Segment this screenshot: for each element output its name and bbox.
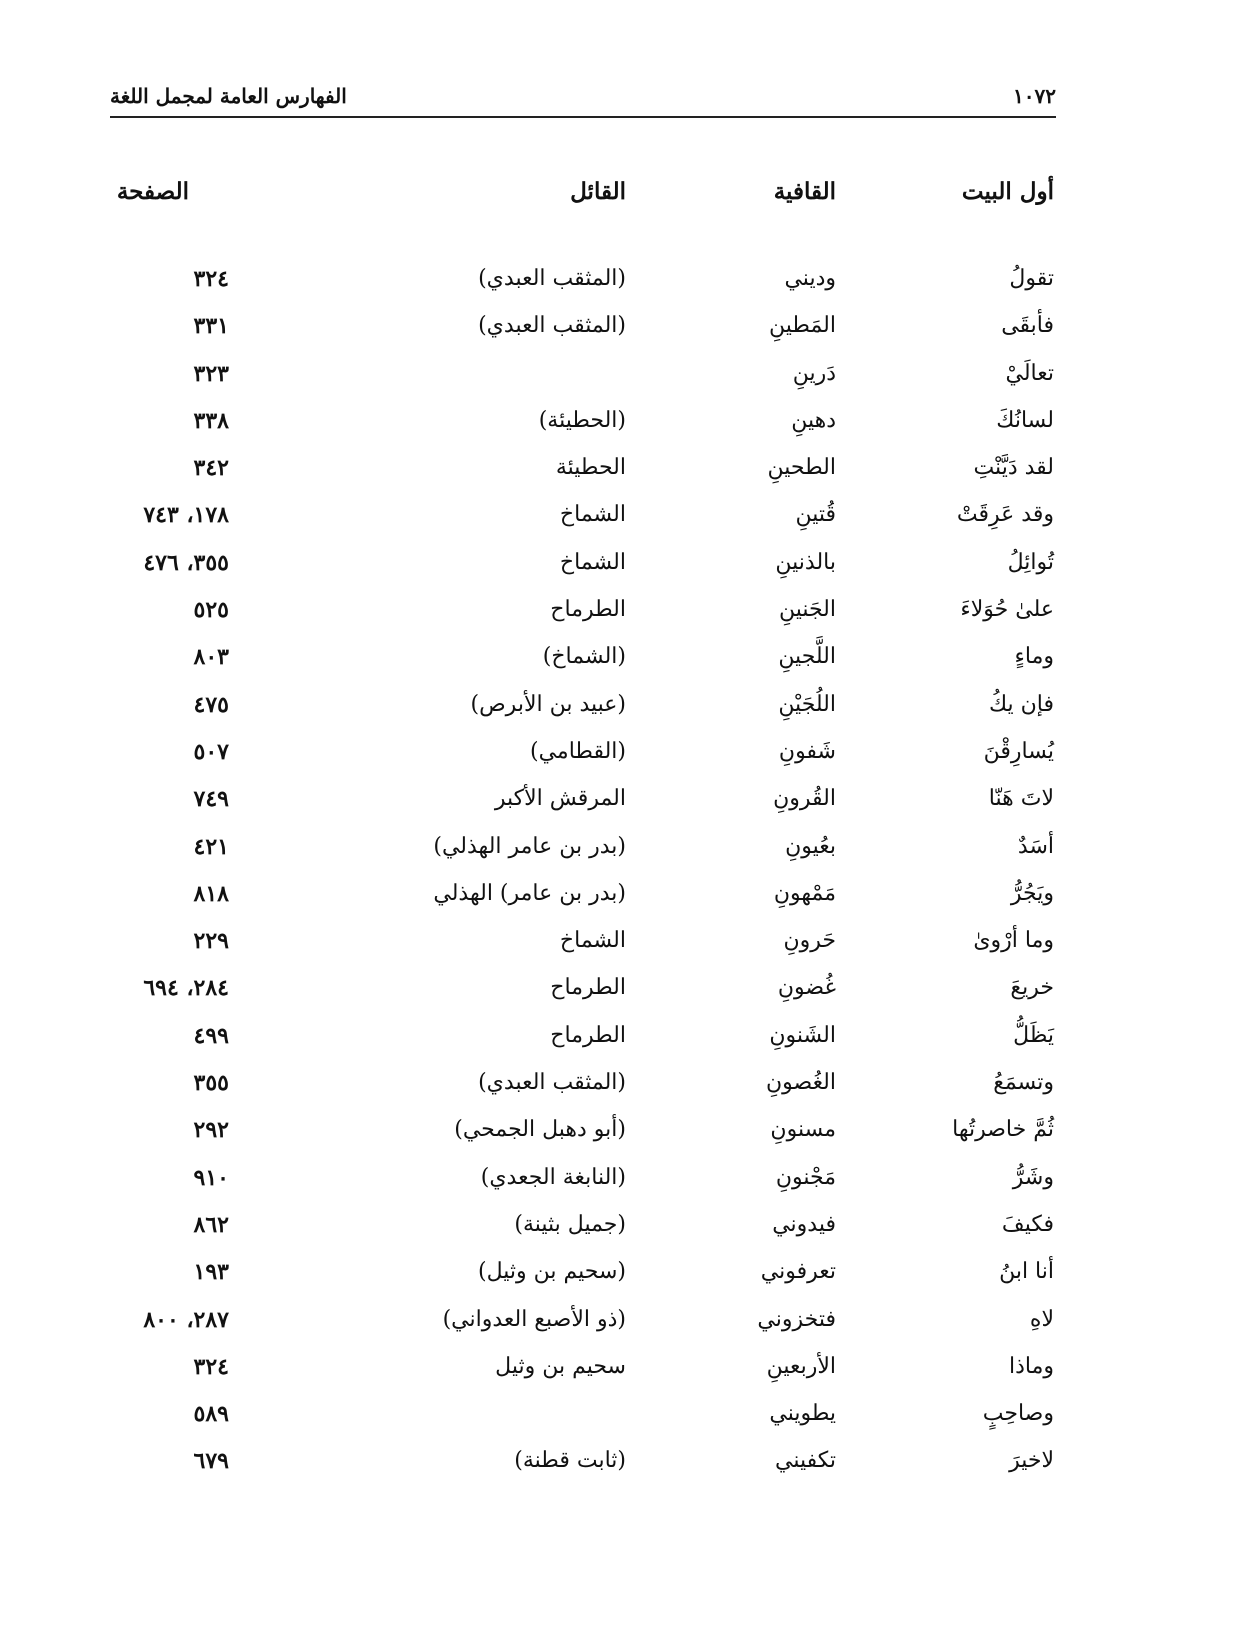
cell-first-words: لاخيرَ <box>1009 1448 1054 1474</box>
cell-rhyme: غُضونِ <box>777 975 836 1001</box>
cell-first-words: يَظَلُّ <box>1013 1022 1054 1048</box>
cell-page: ٢٨٤، ٦٩٤ <box>143 975 229 1002</box>
cell-rhyme: اللُجَيْنِ <box>778 691 836 717</box>
cell-first-words: يُسارِقْنَ <box>983 738 1054 764</box>
cell-poet: (أبو دهبل الجمحي) <box>454 1117 626 1143</box>
cell-first-words: لاهِ <box>1029 1306 1054 1332</box>
table-row <box>0 967 1234 1014</box>
cell-page: ٥٠٧ <box>193 738 229 765</box>
table-row <box>0 873 1234 920</box>
table-row <box>0 1346 1234 1393</box>
table-row <box>0 1204 1234 1251</box>
cell-poet: (المثقب العبدي) <box>478 1070 626 1096</box>
index-table <box>0 258 1234 1488</box>
cell-poet: الطرماح <box>550 1022 626 1048</box>
table-row <box>0 731 1234 778</box>
table-row <box>0 684 1234 731</box>
cell-rhyme: فيدوني <box>772 1211 836 1237</box>
cell-page: ٣٥٥، ٤٧٦ <box>143 549 229 576</box>
cell-first-words: فكيفَ <box>1001 1211 1054 1237</box>
cell-page: ٣٣١ <box>193 313 229 340</box>
cell-rhyme: قُتينِ <box>795 502 836 528</box>
cell-rhyme: شَفونِ <box>778 738 836 764</box>
cell-page: ٥٨٩ <box>193 1401 229 1428</box>
cell-poet: (الحطيئة) <box>538 407 626 433</box>
cell-poet: المرقش الأكبر <box>494 786 626 812</box>
cell-poet: الشماخ <box>559 549 626 575</box>
cell-rhyme: حَرونِ <box>783 928 836 954</box>
cell-first-words: تُوائِلُ <box>1007 549 1054 575</box>
table-row <box>0 636 1234 683</box>
table-row <box>0 353 1234 400</box>
cell-first-words: أسَدٌ <box>1017 833 1054 859</box>
table-row <box>0 1157 1234 1204</box>
cell-page: ٤٢١ <box>193 833 229 860</box>
cell-first-words: لاتَ هَنّا <box>988 786 1054 812</box>
cell-first-words: ويَجُرُّ <box>1010 880 1054 906</box>
cell-rhyme: اللَّجينِ <box>778 644 836 670</box>
cell-first-words: وصاحِبٍ <box>982 1401 1054 1427</box>
page-number: ١٠٧٢ <box>1013 84 1056 108</box>
cell-rhyme: وديني <box>784 266 836 291</box>
cell-poet: الطرماح <box>550 597 626 623</box>
cell-rhyme: مسنونِ <box>770 1117 836 1143</box>
cell-first-words: لسانُكَ <box>996 407 1054 433</box>
cell-first-words: تقولُ <box>1009 266 1054 291</box>
cell-page: ٨١٨ <box>193 880 229 907</box>
cell-first-words: وشَرُّ <box>1012 1164 1054 1190</box>
column-header-rhyme: القافية <box>773 178 836 205</box>
cell-first-words: خريعَ <box>1010 975 1054 1001</box>
cell-rhyme: الجَنينِ <box>778 597 836 623</box>
table-row <box>0 400 1234 447</box>
cell-page: ١٩٣ <box>193 1259 229 1286</box>
table-row <box>0 1109 1234 1156</box>
cell-first-words: وقد عَرِقَتْ <box>956 502 1054 528</box>
cell-rhyme: دَرينِ <box>792 360 836 386</box>
cell-poet: (ثابت قطنة) <box>514 1448 626 1474</box>
table-row <box>0 447 1234 494</box>
cell-poet: (القطامي) <box>530 738 626 764</box>
cell-poet: الحطيئة <box>555 455 626 481</box>
cell-page: ٧٤٩ <box>193 786 229 813</box>
column-header-first: أول البيت <box>961 178 1054 205</box>
cell-rhyme: دهينِ <box>791 407 836 433</box>
cell-rhyme: تكفيني <box>774 1448 836 1474</box>
cell-first-words: أنا ابنُ <box>999 1259 1054 1285</box>
table-row <box>0 1062 1234 1109</box>
cell-poet: (المثقب العبدي) <box>478 266 626 291</box>
cell-poet: الشماخ <box>559 928 626 954</box>
cell-poet: الطرماح <box>550 975 626 1001</box>
cell-page: ٣٢٤ <box>193 1353 229 1380</box>
cell-rhyme: الطحينِ <box>767 455 836 481</box>
cell-page: ٢٢٩ <box>193 928 229 955</box>
cell-page: ٣٢٤ <box>193 266 229 292</box>
table-row <box>0 305 1234 352</box>
cell-first-words: وماءٍ <box>1014 644 1054 670</box>
table-row <box>0 778 1234 825</box>
column-header-poet: القائل <box>570 178 626 205</box>
cell-poet: (المثقب العبدي) <box>478 313 626 339</box>
table-row <box>0 826 1234 873</box>
cell-first-words: علىٰ حُوَلاءَ <box>960 597 1054 623</box>
cell-rhyme: مَجْنونِ <box>775 1164 836 1190</box>
cell-rhyme: مَمْهونِ <box>773 880 836 906</box>
cell-poet: الشماخ <box>559 502 626 528</box>
table-row <box>0 589 1234 636</box>
cell-first-words: وماذا <box>1008 1353 1054 1379</box>
cell-first-words: فأبقَى <box>1001 313 1054 339</box>
cell-rhyme: تعرفوني <box>760 1259 836 1285</box>
cell-first-words: وما أرْوىٰ <box>973 928 1054 954</box>
cell-rhyme: القُرونِ <box>773 786 836 812</box>
cell-poet: (النابغة الجعدي) <box>480 1164 626 1190</box>
table-row <box>0 1015 1234 1062</box>
table-row <box>0 1299 1234 1346</box>
cell-page: ٩١٠ <box>193 1164 229 1191</box>
cell-poet: (الشماخ) <box>542 644 626 670</box>
cell-poet: (سحيم بن وثيل) <box>478 1259 626 1285</box>
column-header-page: الصفحة <box>116 178 189 205</box>
cell-rhyme: المَطينِ <box>769 313 836 339</box>
cell-rhyme: يطويني <box>769 1401 836 1427</box>
cell-rhyme: الشَنونِ <box>769 1022 836 1048</box>
cell-first-words: فإن يكُ <box>988 691 1054 717</box>
cell-poet: (ذو الأصبع العدواني) <box>442 1306 626 1332</box>
cell-first-words: لقد دَيَّنْتِ <box>973 455 1054 481</box>
cell-page: ٤٧٥ <box>193 691 229 718</box>
cell-poet: (بدر بن عامر) الهذلي <box>433 880 626 906</box>
table-row <box>0 1251 1234 1298</box>
cell-poet: (بدر بن عامر الهذلي) <box>433 833 626 859</box>
cell-first-words: تعالَيْ <box>1005 360 1054 386</box>
cell-first-words: ثُمَّ خاصرتُها <box>952 1117 1054 1143</box>
cell-page: ٢٩٢ <box>193 1117 229 1144</box>
cell-rhyme: الأربعينِ <box>766 1353 836 1379</box>
cell-page: ٨٠٣ <box>193 644 229 671</box>
table-row <box>0 920 1234 967</box>
table-row <box>0 1440 1234 1487</box>
cell-page: ٣٤٢ <box>193 455 229 482</box>
header-rule <box>110 116 1056 118</box>
cell-poet: سحيم بن وثيل <box>495 1353 626 1379</box>
running-head-title: الفهارس العامة لمجمل اللغة <box>110 84 347 108</box>
cell-page: ٦٧٩ <box>193 1448 229 1475</box>
cell-page: ٢٨٧، ٨٠٠ <box>143 1306 229 1333</box>
table-row <box>0 542 1234 589</box>
table-row <box>0 494 1234 541</box>
cell-first-words: وتسمَعُ <box>993 1070 1054 1096</box>
cell-rhyme: فتخزوني <box>757 1306 836 1332</box>
cell-page: ٤٩٩ <box>193 1022 229 1049</box>
running-head <box>110 84 1056 114</box>
cell-rhyme: الغُصونِ <box>765 1070 836 1096</box>
cell-page: ٣٣٨ <box>193 407 229 434</box>
cell-page: ٨٦٢ <box>193 1211 229 1238</box>
cell-page: ١٧٨، ٧٤٣ <box>143 502 229 529</box>
cell-page: ٣٥٥ <box>193 1070 229 1097</box>
cell-poet: (جميل بثينة) <box>514 1211 626 1237</box>
cell-rhyme: بالذنينِ <box>775 549 836 575</box>
table-row <box>0 1393 1234 1440</box>
cell-rhyme: بعُيونِ <box>785 833 836 859</box>
cell-page: ٣٢٣ <box>193 360 229 387</box>
table-row <box>0 258 1234 305</box>
cell-page: ٥٢٥ <box>193 597 229 624</box>
cell-poet: (عبيد بن الأبرص) <box>470 691 626 717</box>
